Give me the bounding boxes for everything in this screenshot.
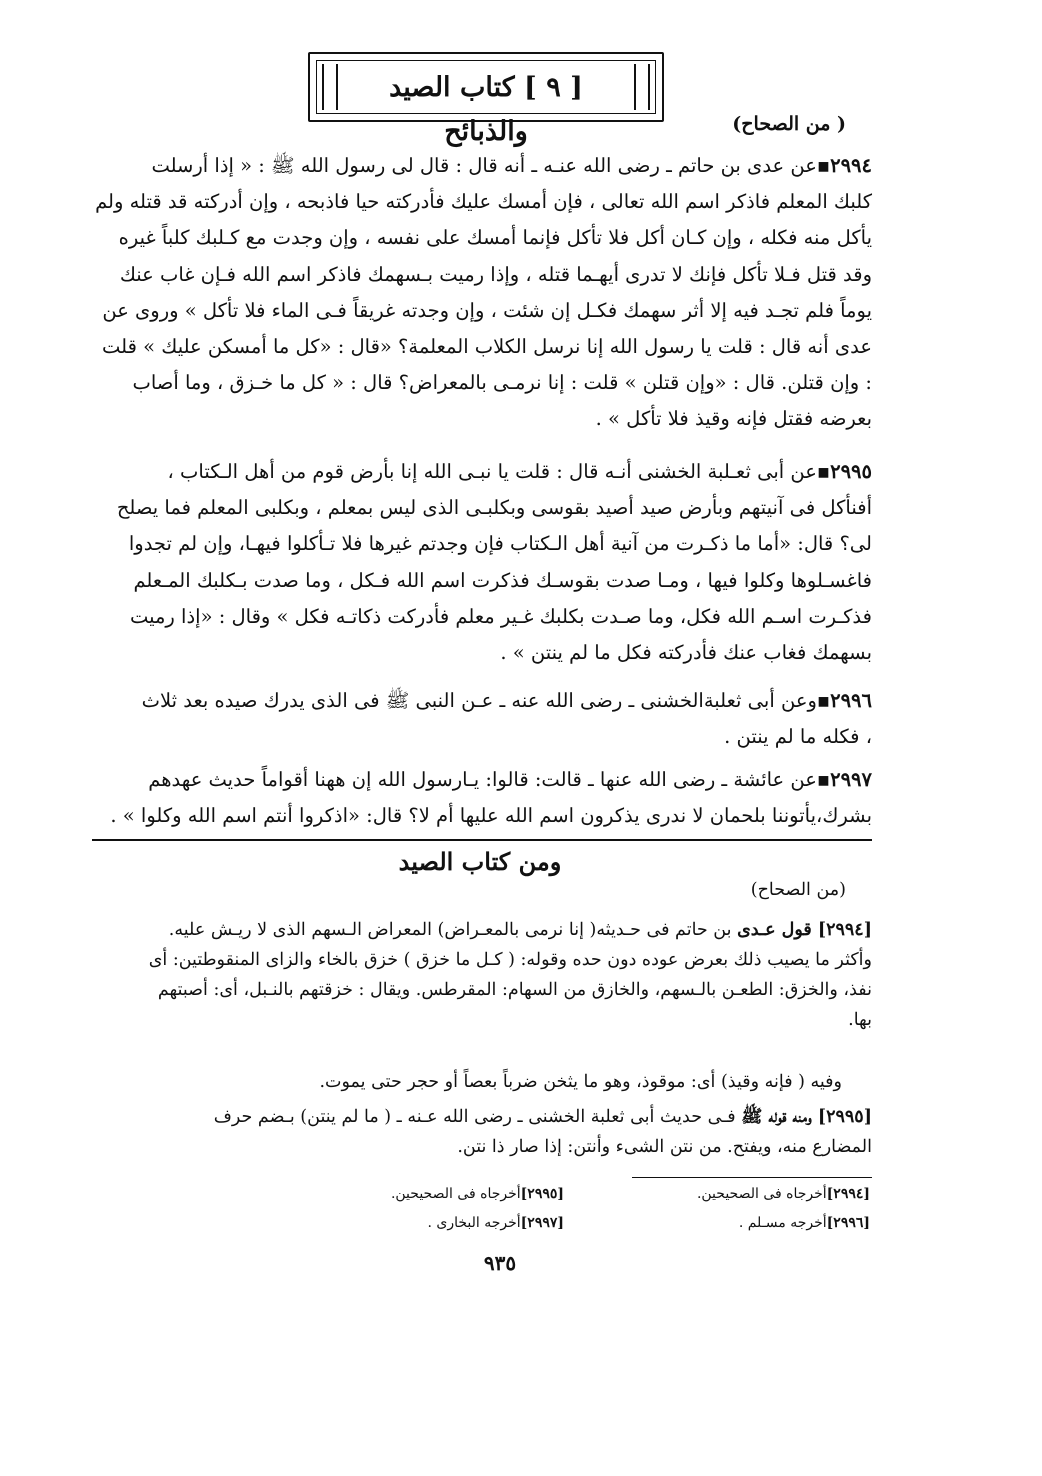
hadith-number: ٢٩٩٥ xyxy=(830,460,872,483)
commentary-line: وأكثر ما يصيب ذلك بعرض عوده دون حده وقوله: ( كـل ما خزق ) خزق بالخاء والزاى المنقوطتين: أى xyxy=(148,950,872,970)
hadith-line: وقد قتل فـلا تأكل فإنك لا تدرى أيهـما قتله ، وإذا رميت بـسهمك فاذكر اسم الله فـإن غاب عنك xyxy=(119,262,872,286)
hadith-line: يوماً فلم تجـد فيه إلا أثر سهمك فكـل إن شئت ، وإن وجدته غريقاً فـى الماء فلا تأكل » وروى عن xyxy=(102,298,872,322)
hadith-2994 xyxy=(95,148,872,438)
hadith-line: ٢٩٩٦▪وعن أبى ثعلبةالخشنى ـ رضى الله عنه ـ عـن النبى ﷺ فى الذى يدرك صيده بعد ثلاث xyxy=(141,689,872,712)
hadith-number: ٢٩٩٤ xyxy=(830,154,872,177)
hadith-line: ، فكله ما لم ينتن . xyxy=(724,725,872,749)
commentary-2995 xyxy=(92,1102,872,1162)
hadith-line: بسهمك فغاب عنك فأدركته فكل ما لم ينتن » . xyxy=(500,641,872,665)
hadith-line: بعرضه فقتل فإنه وقيذ فلا تأكل » . xyxy=(595,407,872,431)
footnote-2997: [٢٩٩٧]أخرجه البخارى . xyxy=(427,1215,564,1231)
footnote-separator xyxy=(632,1177,872,1178)
commentary-waqidh: وفيه ( فإنه وقيذ) أى: موقوذ، وهو ما يثخن ضرباً بعصاً أو حجر حتى يموت. xyxy=(319,1072,842,1092)
footnote-2995: [٢٩٩٥]أخرجاه فى الصحيحين. xyxy=(390,1186,564,1202)
hadith-number: ٢٩٩٦ xyxy=(830,689,872,712)
hadith-line: فذكـرت اسـم الله فكل، وما صـدت بكلبك غـير معلم فأدركت ذكاتـه فكل » وقال : «إذا رميت xyxy=(129,604,872,628)
hadith-line: لى؟ قال: «أما ما ذكـرت من آنية أهل الـكتاب فإن وجدتم غيرها فلا تـأكلوا فيهـا، وإن لم تجدوا xyxy=(128,532,872,556)
hadith-number-mark: ▪ xyxy=(816,768,831,791)
hadith-2996 xyxy=(95,683,872,755)
hadith-line: يأكل منه فكله ، وإن كـان أكل فلا تأكل فإنما أمسك على نفسه ، وإن وجدت مع كـلبك كلباً غيره xyxy=(118,226,872,250)
commentary-label: (من الصحاح) xyxy=(750,880,846,900)
footnote-2994: [٢٩٩٤]أخرجاه فى الصحيحين. xyxy=(696,1186,870,1202)
hadith-number-mark: ▪ xyxy=(816,689,831,712)
commentary-heading: ومن كتاب الصيد xyxy=(398,847,562,876)
hadith-2997 xyxy=(95,762,872,834)
hadith-line: أفنأكل فى آنيتهم وبأرض صيد أصيد بقوسى وبكلبـى الذى ليس بمعلم ، وبكلبى المعلم فما يصلح xyxy=(116,496,872,520)
hadith-line: كلبك المعلم فاذكر اسم الله تعالى ، فإن أمسك عليك فأدركته حيا فاذبحه ، وإن أدركته قد قتله ولم xyxy=(95,190,872,214)
chapter-heading-frame xyxy=(308,52,664,147)
section-label: ( من الصحاح) xyxy=(732,113,846,135)
frame-ornament-left xyxy=(322,64,338,110)
page-number: ٩٣٥ xyxy=(483,1251,517,1275)
commentary-line: [٢٩٩٤] قول عـدى بن حاتم فى حـديثه( إنا نرمى بالمعـراض) المعراض الـسهم الذى لا ريـش عليه. xyxy=(168,920,872,940)
hadith-number: ٢٩٩٧ xyxy=(830,768,872,791)
commentary-2994 xyxy=(92,915,872,1035)
hadith-line: ٢٩٩٥▪عن أبى ثعـلبة الخشنى أنـه قال : قلت يا نبـى الله إنا بأرض قوم من أهل الـكتاب ، xyxy=(167,460,872,483)
commentary-line: بها. xyxy=(848,1010,872,1030)
chapter-title: [ ٩ ] كتاب الصيد والذبائح xyxy=(389,72,583,147)
frame-ornament-right xyxy=(634,64,650,110)
hadith-line: فاغسـلوها وكلوا فيها ، ومـا صدت بقوسـك فذكرت اسم الله فـكل ، وما صدت بـكلبك المـعلم xyxy=(133,568,872,592)
hadith-line: ٢٩٩٧▪عن عائشة ـ رضى الله عنها ـ قالت: قالوا: يـارسول الله إن ههنا أقواماً حديث عهدهم xyxy=(148,768,872,791)
commentary-line: [٢٩٩٥] ومنه قوله ﷺ فـى حديث أبى ثعلبة الخشنى ـ رضى الله عـنه ـ ( ما لم ينتن) بـضم حرف xyxy=(213,1107,872,1127)
hadith-line: ٢٩٩٤▪عن عدى بن حاتم ـ رضى الله عنـه ـ أنه قال : قال لى رسول الله ﷺ : « إذا أرسلت xyxy=(151,154,872,177)
hadith-number-mark: ▪ xyxy=(816,460,831,483)
hadith-line: بشرك،يأتوننا بلحمان لا ندرى يذكرون اسم الله عليها أم لا؟ قال: «اذكروا أنتم اسم الله وكلوا » . xyxy=(110,804,872,828)
commentary-line: المضارع منه، ويفتح. من نتن الشىء وأنتن: إذا صار ذا نتن. xyxy=(457,1137,872,1157)
hadith-line: عدى أنه قال : قلت يا رسول الله إنا نرسل الكلاب المعلمة؟ «قال : «كل ما أمسكن عليك » قلت xyxy=(102,335,872,359)
hadith-number-mark: ▪ xyxy=(816,154,831,177)
footnote-2996: [٢٩٩٦]أخرجه مسـلم . xyxy=(738,1215,870,1231)
commentary-line: نفذ، والخزق: الطعـن بالـسهم، والخازق من السهام: المقرطس. ويقال : خزقتهم بالنـبل، أى: أصبتهم xyxy=(157,980,872,1000)
section-divider xyxy=(92,839,872,841)
hadith-2995 xyxy=(95,454,872,671)
hadith-line: : وإن قتلن. قال : «وإن قتلن » قلت : إنا نرمـى بالمعراض؟ قال : « كل ما خـزق ، وما أصاب xyxy=(132,371,872,395)
